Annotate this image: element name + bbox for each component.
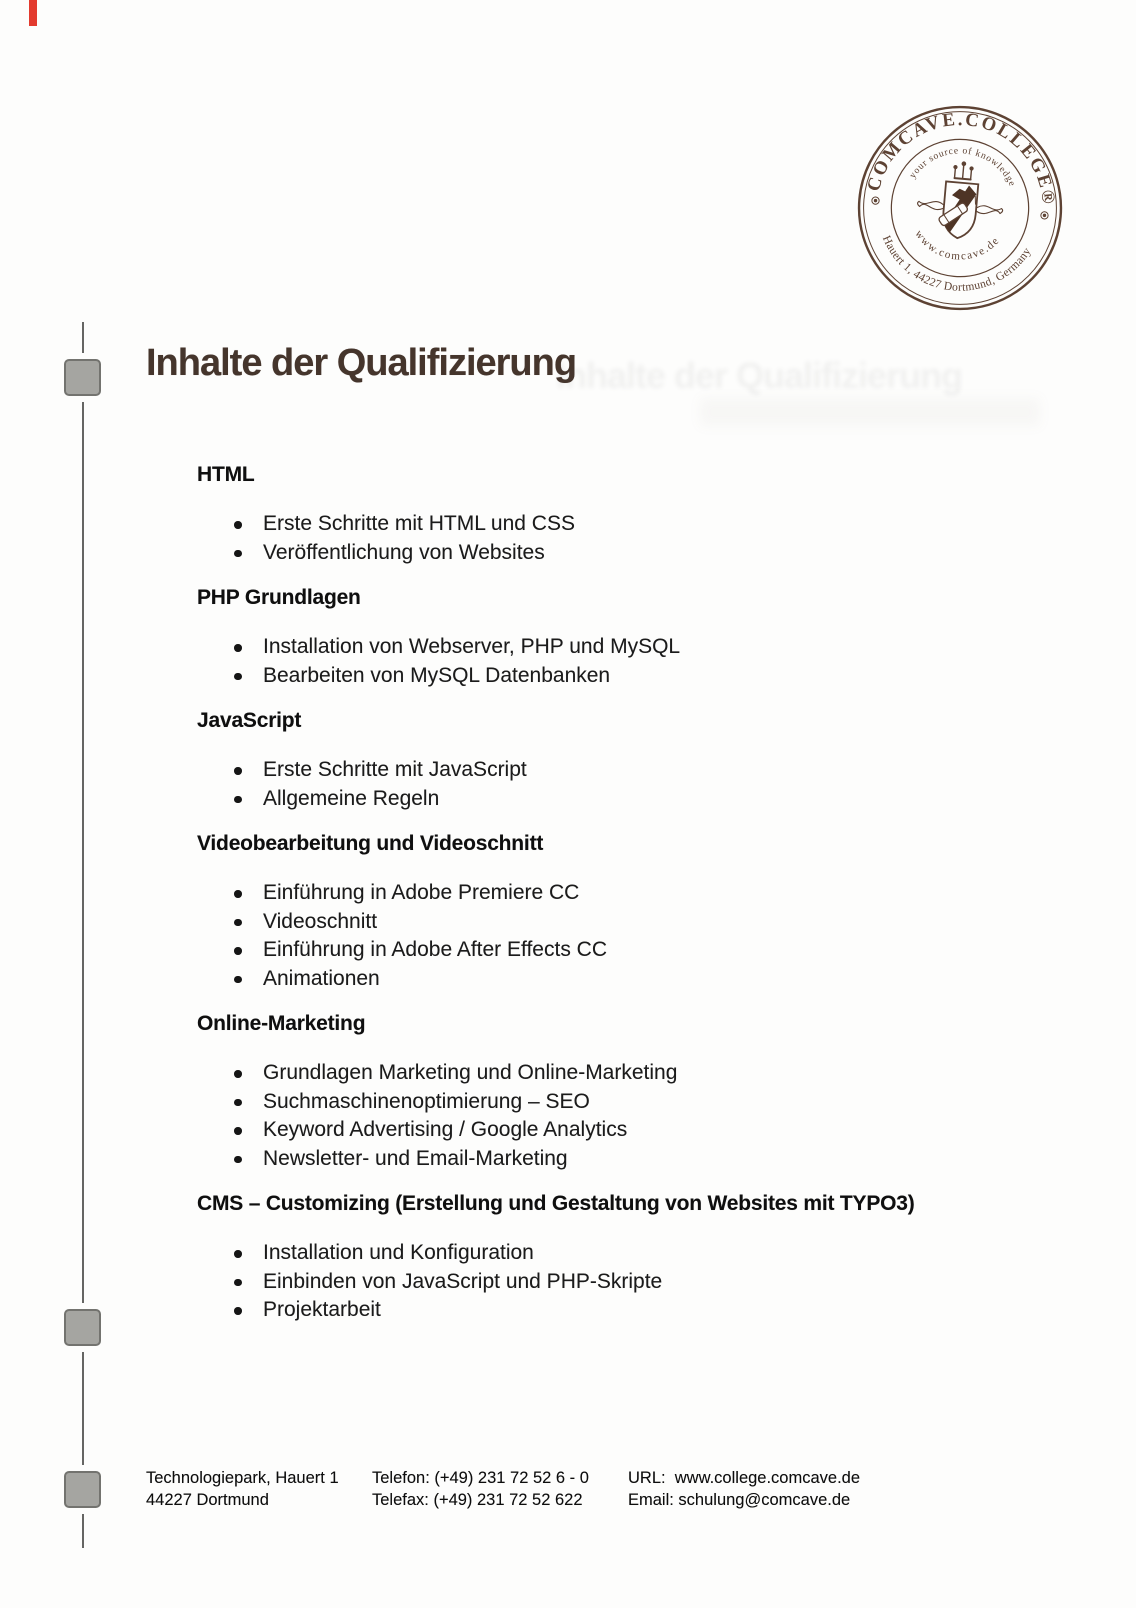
- seal-ring-top-text: COMCAVE.COLLEGE®: [862, 108, 1060, 208]
- list-item: Allgemeine Regeln: [197, 785, 1057, 814]
- section-heading: Online-Marketing: [197, 1012, 366, 1035]
- accent-square: [64, 1471, 101, 1508]
- list-item: Suchmaschinenoptimierung – SEO: [197, 1088, 1057, 1117]
- seal-website-text: www.comcave.de: [912, 228, 1003, 263]
- list-item: Grundlagen Marketing und Online-Marketing: [197, 1059, 1057, 1088]
- course-section: [197, 585, 1057, 690]
- section-list: [197, 756, 1057, 813]
- list-item: Projektarbeit: [197, 1296, 1057, 1325]
- comcave-college-seal-logo: [854, 102, 1066, 314]
- course-section: [197, 708, 1057, 813]
- list-item: Animationen: [197, 965, 1057, 994]
- list-item: Installation von Webserver, PHP und MySQL: [197, 633, 1057, 662]
- scan-artifact: [700, 398, 1040, 426]
- red-edge-mark: [29, 0, 37, 26]
- scan-artifact: Inhalte der Qualifizierung: [556, 355, 963, 396]
- section-heading: HTML: [197, 463, 255, 486]
- list-item: Videoschnitt: [197, 908, 1057, 937]
- course-content: [197, 462, 1057, 1343]
- footer-url: URL: www.college.comcave.de: [628, 1469, 861, 1487]
- list-item: Bearbeiten von MySQL Datenbanken: [197, 662, 1057, 691]
- list-item: Einführung in Adobe After Effects CC: [197, 936, 1057, 965]
- list-item: Installation und Konfiguration: [197, 1239, 1057, 1268]
- seal-ring-bottom-text: Hauert 1, 44227 Dortmund, Germany: [879, 233, 1034, 294]
- rosette-icon: [1041, 211, 1049, 219]
- list-item: Einführung in Adobe Premiere CC: [197, 879, 1057, 908]
- footer-telefon: Telefon: (+49) 231 72 52 6 - 0: [372, 1469, 589, 1487]
- list-item: Einbinden von JavaScript und PHP-Skripte: [197, 1268, 1057, 1297]
- footer-phone: [372, 1468, 589, 1511]
- accent-square: [64, 1309, 101, 1346]
- section-list: [197, 510, 1057, 567]
- section-list: [197, 633, 1057, 690]
- page-title: Inhalte der Qualifizierung: [146, 342, 577, 384]
- footer-telefax: Telefax: (+49) 231 72 52 622: [372, 1490, 583, 1509]
- list-item: Newsletter- und Email-Marketing: [197, 1145, 1057, 1174]
- list-item: Veröffentlichung von Websites: [197, 539, 1057, 568]
- left-margin-rule: [82, 322, 84, 1548]
- list-item: Keyword Advertising / Google Analytics: [197, 1116, 1057, 1145]
- course-section: [197, 1011, 1057, 1173]
- course-section: [197, 462, 1057, 567]
- accent-square: [64, 359, 101, 396]
- section-list: [197, 1239, 1057, 1325]
- section-list: [197, 1059, 1057, 1173]
- footer-web: [628, 1468, 860, 1511]
- list-item: Erste Schritte mit HTML und CSS: [197, 510, 1057, 539]
- rosette-icon: [872, 197, 880, 205]
- section-heading: PHP Grundlagen: [197, 586, 361, 609]
- footer-address: [146, 1468, 339, 1511]
- footer-email: Email: schulung@comcave.de: [628, 1490, 851, 1509]
- footer-address-line2: 44227 Dortmund: [146, 1490, 269, 1509]
- section-heading: JavaScript: [197, 709, 302, 732]
- course-section: [197, 1191, 1057, 1325]
- list-item: Erste Schritte mit JavaScript: [197, 756, 1057, 785]
- crest-icon: [915, 158, 1007, 241]
- footer-address-line1: Technologiepark, Hauert 1: [146, 1469, 339, 1487]
- section-heading: CMS – Customizing (Erstellung und Gestaltung von Websites mit TYPO3): [197, 1192, 915, 1215]
- section-list: [197, 879, 1057, 993]
- course-section: [197, 831, 1057, 993]
- section-heading: Videobearbeitung und Videoschnitt: [197, 832, 544, 855]
- seal-tagline-text: your source of knowledge: [907, 145, 1018, 189]
